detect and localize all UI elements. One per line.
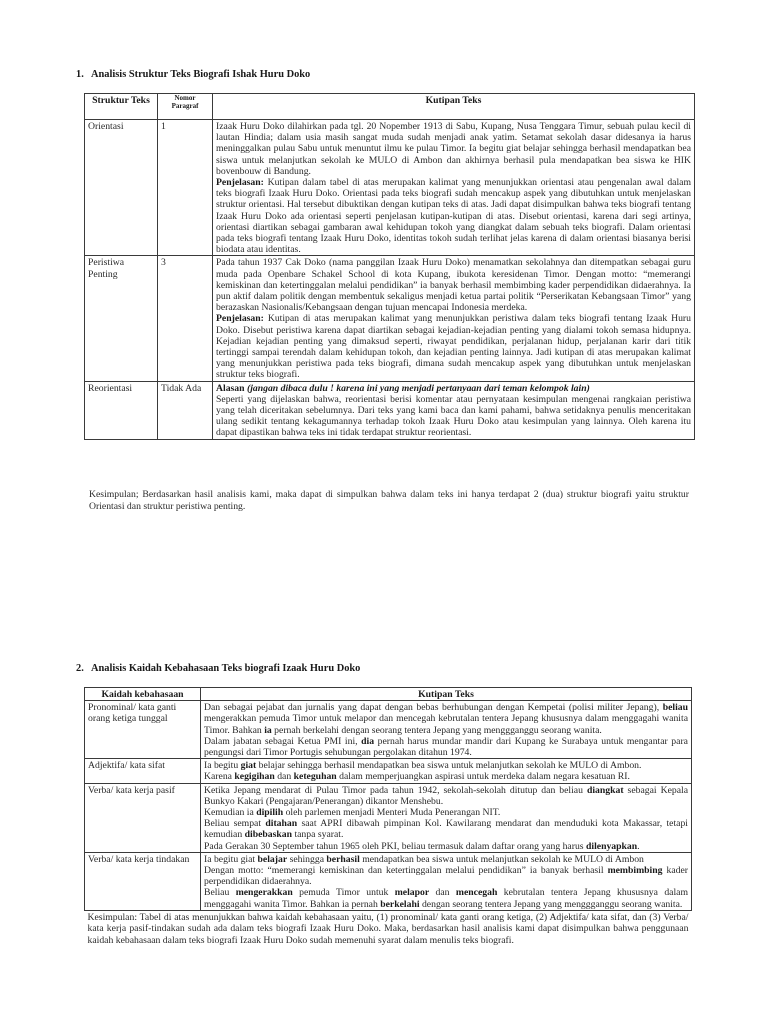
highlighted-word: dia [361,735,375,747]
quote-fragment: Dalam jabatan sebagai Ketua PMI ini, [204,735,362,747]
table-row-peristiwa-penting [85,256,695,381]
quote-fragment: Ia begitu giat [204,853,258,865]
quote-fragment: pemuda Timor untuk [292,887,395,899]
quote-fragment: Kemudian ia [204,807,257,819]
quote-fragment: mendapatkan bea siswa untuk melanjutkan sekolah ke MULO di Ambon [359,853,644,865]
quote-fragment: pernah berkelahi dengan seorang tentera Jepang yang menggganggu seorang wanita. [271,724,602,736]
quote-paragraph [204,785,688,807]
quote-fragment: saat APRI dibawah pimpinan Kol. Kawilarang mendarat dan menduduki kota Makassar, tetapi kemudian [204,818,688,841]
struktur-cell: Peristiwa Penting [85,256,158,381]
explanation-text [216,313,691,380]
header-kutipan-teks: Kutipan Teks [213,94,695,120]
kutipan-cell [201,852,692,910]
quote-fragment: Ia begitu [204,760,241,772]
language-rules-table [84,687,692,946]
highlighted-word: mengerakkan [235,887,293,899]
table-row-adjektifa [85,759,692,783]
table-row-orientasi [85,120,695,256]
highlighted-word: melapor [394,887,430,899]
structure-table-header [85,94,695,120]
highlighted-word: dipilih [256,807,284,819]
quote-fragment: Pada Gerakan 30 September tahun 1965 oleh PKI, beliau termasuk dalam daftar orang yang harus [204,840,586,852]
highlighted-word: berhasil [326,853,360,865]
quote-fragment: dan [274,771,294,783]
reason-label: Alasan [216,382,245,394]
header-kutipan-teks: Kutipan Teks [201,688,692,701]
language-table-header [85,688,692,701]
quote-fragment: belajar sehingga berhasil mendapatkan bea siswa untuk melanjutkan sekolah ke MULO di Ambon. [256,760,642,772]
quote-paragraph [204,760,688,771]
highlighted-word: membimbing [607,865,663,877]
section-1-title: 1. Analisis Struktur Teks Biografi Ishak Huru Doko [76,69,311,80]
quote-fragment: . [637,840,640,852]
table-row-conclusion [85,910,692,946]
quote-paragraph [204,854,688,865]
quote-fragment: pernah harus mundar mandir dari Kupang ke Surabaya untuk mengantar para pengungsi dari Timor Portugis sehubungan pergolakan ditahun 1974. [204,735,688,759]
header-kaidah-kebahasaan: Kaidah kebahasaan [85,688,201,701]
quote-paragraph [204,702,688,736]
nomor-cell: Tidak Ada [158,381,213,439]
highlighted-word: belajar [257,853,288,865]
highlighted-word: kegigihan [234,771,275,783]
quote-paragraph [204,807,688,818]
reason-note: (jangan dibaca dulu ! karena ini yang menjadi pertanyaan dari teman kelompok lain) [244,382,590,394]
highlighted-word: giat [240,760,257,772]
table-row-pronominal [85,701,692,759]
kaidah-cell: Verba/ kata kerja tindakan [85,852,201,910]
quote-paragraph [204,865,688,887]
quote-text: Seperti yang dijelaskan bahwa, reorientasi berisi komentar atau pernyataan kesimpulan mengenai rangkaian peristiwa yang telah diceritakan sebelumnya. Dari teks yang kami baca dan kami pahami, bahwa setidaknya penulis menceritakan ulang sedikit tentang kekagumannya terhadap tokoh Izaak Huru Doko atau kesimpulan yang lainnya. Oleh karena itu dapat dipastikan bahwa teks ini tidak terdapat struktur reorientasi. [216,393,691,439]
quote-paragraph [204,887,688,909]
kutipan-cell [213,256,695,381]
section-2-conclusion: Kesimpulan: Tabel di atas menunjukkan bahwa kaidah kebahasaan yaitu, (1) pronominal/ kata ganti orang ketiga, (2) Adjektifa/ kata sifat, dan (3) Verba/ kata kerja pasif-tindakan sudah ada dalam teks biografi Izaak Huru Doko. Maka, berdasarkan hasil analisis kami dapat disimpulkan bahwa penggunaan kaidah kebahasaan dalam teks biografi Izaak Huru Doko sudah memenuhi syarat dalam menulis teks biografi. [85,910,692,946]
highlighted-word: mencegah [455,887,498,899]
kaidah-cell: Adjektifa/ kata sifat [85,759,201,783]
quote-fragment: oleh parlemen menjadi Menteri Muda Penerangan NIT. [283,807,501,819]
quote-text: Izaak Huru Doko dilahirkan pada tgl. 20 Nopember 1913 di Sabu, Kupang, Nusa Tenggara Timur, sebuah pulau kecil di lautan Hindia; dalam usia masih sangat muda sudah menjadi anak yatim. Setamat sekolah dasar didesanya ia harus meninggalkan pulau Sabu untuk menuntut ilmu ke pulau Timor. Ia begitu giat belajar sehingga berhasil mendapatkan bea siswa untuk melanjutkan sekolah ke MULO di Ambon dan akhirnya berhasil pula mendapatkan bea siswa ke HIK bovenbouw di Bandung. [216,121,691,177]
quote-fragment: sebagai Kepala Bunkyo Kakari (Pengajaran/Penerangan) dikantor Menshebu. [204,784,689,807]
quote-fragment: Dengan motto: “memerangi kemiskinan dan ketertinggalan melalui pendidikan” ia banyak berhasil [204,865,608,877]
quote-fragment: Beliau sempat [204,818,266,830]
highlighted-word: keteguhan [293,771,337,783]
structure-table [84,93,695,440]
quote-text: Pada tahun 1937 Cak Doko (nama panggilan Izaak Huru Doko) menamatkan sekolahnya dan ditempatkan sebagai guru muda pada Openbare Schakel School di kota Kupang, ibukota keresidenan Timor. Dengan motto: “memerangi kemiskinan dan ketertinggalan melalui pendidikan” ia banyak berhasil membimbing kader perpendidikan didaerahnya. Ia pun aktif dalam politik dengan membentuk sekaligus menjadi ketua partai politik “Perserikatan Kebangsaan Timor” yang berazaskan Nasionalis/Kebangsaan dengan tujuan mencapai Indonesia merdeka. [216,257,691,314]
explanation-label: Penjelasan: [216,177,264,189]
nomor-cell: 1 [158,120,213,256]
highlighted-word: dibebaskan [244,829,293,841]
explanation-text [216,177,691,255]
section-1-conclusion: Kesimpulan; Berdasarkan hasil analisis kami, maka dapat di simpulkan bahwa dalam teks ini hanya terdapat 2 (dua) struktur biografi yaitu struktur Orientasi dan struktur peristiwa penting. [89,489,689,512]
quote-paragraph [204,771,688,782]
header-struktur-teks: Struktur Teks [85,94,158,120]
header-nomor-paragraf: Nomor Paragraf [158,94,213,120]
quote-fragment: Ketika Jepang mendarat di Pulau Timor pada tahun 1942, sekolah-sekolah ditutup dan beliau [204,784,587,796]
explanation-label: Penjelasan: [216,313,264,325]
quote-fragment: kebrutalan tentera Jepang khususnya dalam menggagahi wanita Timor. Bahkan ia pernah [204,887,688,910]
kutipan-cell [213,120,695,256]
table-row-verba-tindakan [85,852,692,910]
quote-fragment: dan [429,887,456,899]
quote-fragment: Karena [204,771,235,783]
explanation-body: Kutipan di atas merupakan kalimat yang menunjukkan peristiwa dalam teks biografi tentang Izaak Huru Doko. Disebut peristiwa karena dapat diartikan sebagai kejadian-kejadian penting yang dialami tokoh semasa hidupnya. Kejadian kejadian penting yang dimaksud seperti, riwayat pendidikan, perjalanan hidup, perjalanan karir dari titik tertinggi sampai terendah dalam kehidupan tokoh, dan kejadian penting lainnya. Jadi kutipan di atas merupakan kalimat yang menunjukkan peristiwa pada teks biografi, dimana sudah mencakup aspek yang dibutuhkan untuk menjelaskan struktur teks biografi. [216,313,691,381]
kutipan-cell [201,701,692,759]
struktur-cell: Orientasi [85,120,158,256]
highlighted-word: berkelahi [380,898,420,910]
quote-fragment: dalam memperjuangkan aspirasi untuk merdeka dalam negara kesatuan RI. [336,771,630,783]
kaidah-cell: Verba/ kata kerja pasif [85,783,201,852]
quote-fragment: dengan seorang tentera Jepang yang menggganggu seorang wanita. [419,898,683,910]
table-row-verba-pasif [85,783,692,852]
nomor-cell: 3 [158,256,213,381]
highlighted-word: ditahan [265,818,298,830]
quote-fragment: tanpa syarat. [292,829,344,841]
kutipan-cell [201,783,692,852]
kutipan-cell [201,759,692,783]
kaidah-cell: Pronominal/ kata ganti orang ketiga tunggal [85,701,201,759]
table-row-reorientasi [85,381,695,439]
explanation-body: Kutipan dalam tabel di atas merupakan kalimat yang menunjukkan orientasi atau pengenalan awal dalam teks biografi Izaak Huru Doko. Orientasi pada teks biografi sudah mencakup aspek yang dibutuhkan untuk menjelaskan struktur orientasi. Hal tersebut dibuktikan dengan kutipan teks di atas. Jadi dapat disimpulkan bahwa teks biografi tentang Izaak Huru Doko ada orientasi seperti penjelasan kutipan-kutipan di atas. Disebut orientasi, karena dari segi artinya, orientasi diartikan sebagai gambaran awal kehidupan tokoh yang diangkat dalam sebuah teks biografi. Dalam orientasi pada teks biografi tentang Izaak Huru Doko, identitas tokoh sudah terlihat jelas karena di dalam orientasi biasanya berisi biodata atau identitas. [216,177,691,256]
kutipan-cell [213,381,695,439]
highlighted-word: diangkat [586,784,624,796]
highlighted-word: dilenyapkan [586,840,638,852]
highlighted-word: beliau [662,702,688,714]
section-2-title: 2. Analisis Kaidah Kebahasaan Teks biografi Izaak Huru Doko [76,663,361,674]
quote-fragment: kader perpendidikan didaerahnya. [204,865,688,888]
quote-paragraph [204,841,688,852]
quote-paragraph [204,818,688,840]
reason-heading [216,383,691,394]
quote-fragment: Beliau [204,887,236,899]
quote-fragment: sehingga [287,853,327,865]
quote-fragment: mengerakkan pemuda Timor untuk melapor dan mencegah kebrutalan tentera Jepang khususnya dalam menggagahi wanita Timor. Bahkan [204,713,688,736]
struktur-cell: Reorientasi [85,381,158,439]
highlighted-word: ia [264,724,272,736]
quote-paragraph [204,736,688,758]
quote-fragment: Dan sebagai pejabat dan jurnalis yang dapat dengan bebas berhubungan dengan Kempetai (polisi militer Jepang), [204,702,663,714]
